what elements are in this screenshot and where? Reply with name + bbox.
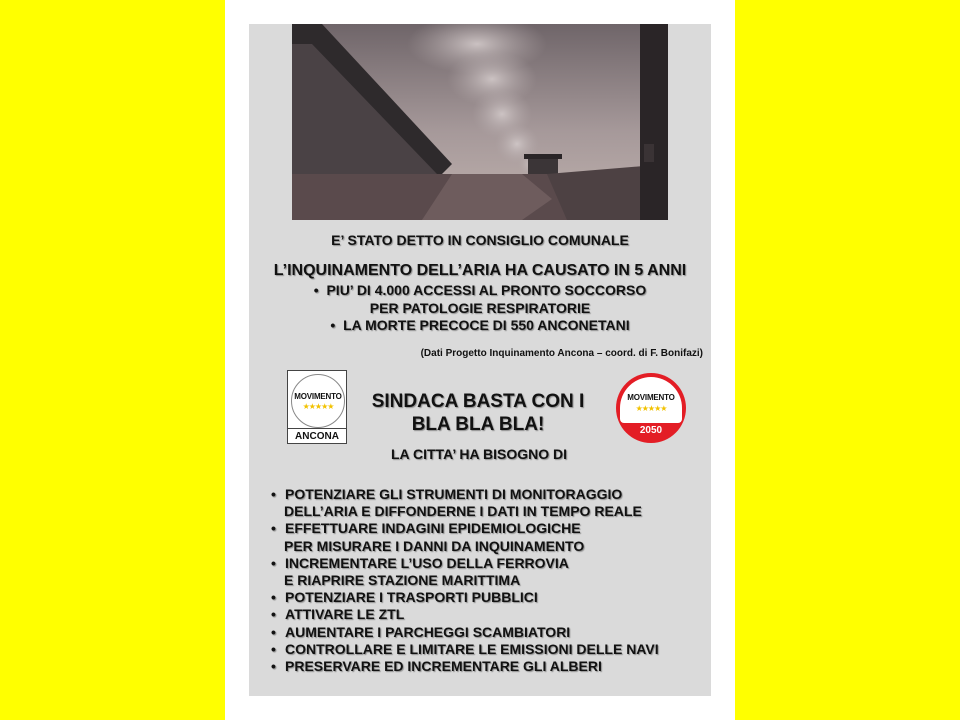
list-item-text: CONTROLLARE E LIMITARE LE EMISSIONI DELLE NAVI	[285, 640, 659, 657]
bullet-symbol: •	[271, 520, 276, 537]
list-item-text: POTENZIARE I TRASPORTI PUBBLICI	[285, 589, 538, 606]
list-item	[271, 503, 701, 520]
list-item	[271, 641, 701, 658]
list-item	[271, 606, 701, 623]
list-item	[271, 624, 701, 641]
needs-list	[271, 486, 701, 675]
list-item-text: AUMENTARE I PARCHEGGI SCAMBIATORI	[285, 623, 571, 640]
list-item-text: EFFETTUARE INDAGINI EPIDEMIOLOGICHE	[285, 520, 581, 537]
bullet-symbol: •	[330, 317, 336, 333]
flyer	[249, 24, 711, 696]
intro-line-1: E’ STATO DETTO IN CONSIGLIO COMUNALE	[331, 232, 629, 248]
logo-brand: MOVIMENTO	[627, 393, 675, 402]
logo-city: ANCONA	[295, 431, 339, 442]
intro-bullet-b	[249, 317, 711, 333]
list-item-text: POTENZIARE GLI STRUMENTI DI MONITORAGGIO	[285, 486, 623, 502]
list-item-text: INCREMENTARE L’USO DELLA FERROVIA	[285, 554, 569, 571]
needs-heading: LA CITTA’ HA BISOGNO DI	[390, 446, 568, 462]
bullet-symbol: •	[313, 282, 319, 298]
intro-bullet-a-text: PIU’ DI 4.000 ACCESSI AL PRONTO SOCCORSO	[326, 282, 647, 298]
list-item	[271, 658, 701, 675]
page-sheet	[225, 0, 735, 720]
list-item	[271, 486, 701, 503]
bullet-symbol: •	[271, 554, 276, 571]
headline-line-1: SINDACA BASTA CON I	[371, 391, 585, 412]
list-item-text: ATTIVARE LE ZTL	[285, 606, 405, 623]
list-item	[271, 520, 701, 537]
list-item	[271, 589, 701, 606]
bullet-symbol: •	[271, 589, 276, 606]
bullet-symbol: •	[271, 486, 276, 502]
headline-line-2: BLA BLA BLA!	[411, 414, 545, 435]
intro-bullet-b-text: LA MORTE PRECOCE DI 550 ANCONETANI	[343, 317, 630, 333]
intro-bullet-a-cont: PER PATOLOGIE RESPIRATORIE	[369, 300, 591, 316]
bullet-symbol: •	[271, 623, 276, 640]
logo-stars-icon: ★★★★★	[635, 404, 667, 413]
logo-circle	[291, 374, 345, 428]
list-item	[271, 555, 701, 572]
list-item	[271, 538, 701, 555]
list-item-text: PER MISURARE I DANNI DA INQUINAMENTO	[284, 537, 585, 554]
list-item-text: PRESERVARE ED INCREMENTARE GLI ALBERI	[285, 657, 602, 674]
logo-brand: MOVIMENTO	[294, 392, 342, 401]
bullet-symbol: •	[271, 640, 276, 657]
intro-line-2: L’INQUINAMENTO DELL’ARIA HA CAUSATO IN 5 ANNI	[273, 262, 687, 279]
movimento-ancona-logo	[287, 370, 347, 444]
logo-stars-icon: ★★★★★	[302, 402, 334, 411]
bullet-symbol: •	[271, 657, 276, 674]
movimento-2050-logo	[616, 373, 686, 443]
intro-bullet-a	[249, 282, 711, 298]
list-item-text: DELL’ARIA E DIFFONDERNE I DATI IN TEMPO REALE	[284, 503, 642, 520]
smoke-photo	[292, 24, 668, 220]
list-item	[271, 572, 701, 589]
bullet-symbol: •	[271, 606, 276, 623]
list-item-text: E RIAPRIRE STAZIONE MARITTIMA	[284, 571, 521, 588]
data-source-note: (Dati Progetto Inquinamento Ancona – coord. di F. Bonifazi)	[420, 348, 703, 359]
logo-year: 2050	[639, 425, 663, 436]
